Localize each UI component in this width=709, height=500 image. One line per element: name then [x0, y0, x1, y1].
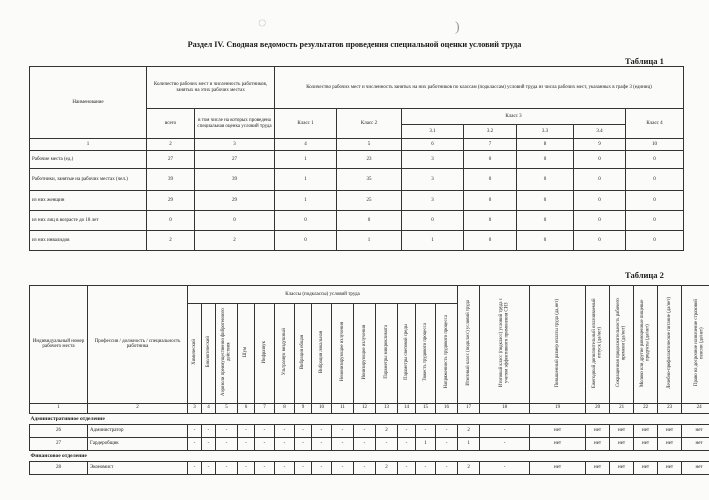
guarantee-cell: нет: [586, 424, 610, 437]
final-class: 2: [458, 424, 480, 437]
header-final-class: Итоговый класс (подкласс) условий труда: [465, 300, 471, 386]
cell: 25: [337, 191, 402, 211]
factor-cell: -: [398, 461, 416, 474]
col-number: 23: [658, 403, 682, 413]
cell: 0: [626, 191, 684, 211]
cell: 2: [195, 231, 275, 251]
factor-cell: -: [255, 437, 275, 450]
factor-cell: -: [398, 437, 416, 450]
factor-cell: -: [188, 437, 202, 450]
factor-header: Ультразвук воздушный: [281, 328, 287, 376]
col-number: 5: [337, 139, 402, 151]
col-number: 4: [202, 403, 216, 413]
cell: 0: [574, 191, 626, 211]
workplace-number: 26: [30, 424, 88, 437]
guarantee-cell: нет: [682, 424, 709, 437]
header-workplaces: Количество рабочих мест и численность работников, занятых на этих рабочих местах: [147, 67, 275, 109]
col-number: 4: [275, 139, 337, 151]
factor-cell: -: [188, 424, 202, 437]
factor-header: Биологический: [205, 336, 211, 368]
cell: 1: [337, 231, 402, 251]
header-class3: Класс 3: [402, 109, 626, 125]
table-row: [30, 437, 709, 450]
col-number: 17: [458, 403, 480, 413]
header-class1: Класс 1: [275, 109, 337, 139]
col-number: 8: [517, 139, 574, 151]
cell: 39: [195, 169, 275, 191]
factor-cell: -: [416, 424, 436, 437]
guarantee-cell: нет: [682, 461, 709, 474]
final-class: 2: [458, 461, 480, 474]
factor-cell: -: [202, 424, 216, 437]
row-name: Рабочие места (ед.): [30, 151, 147, 169]
col-number: 21: [610, 403, 634, 413]
workplace-number: 27: [30, 437, 88, 450]
header-milk: Молоко или другие равноценные пищевые продукты (да/нет): [640, 299, 651, 387]
cell: 0: [464, 231, 517, 251]
row-name: из них лиц в возрасте до 18 лет: [30, 211, 147, 231]
col-number: 2: [88, 403, 188, 413]
factor-header: Параметры микроклимата: [383, 325, 389, 379]
header-classes: Классы (подклассы) условий труда: [188, 286, 458, 304]
col-number: 9: [574, 139, 626, 151]
guarantee-cell: нет: [530, 461, 586, 474]
factor-cell: -: [332, 424, 354, 437]
cell: 1: [275, 151, 337, 169]
factor-header: Инфразвук: [261, 340, 267, 364]
cell: 1: [275, 191, 337, 211]
guarantee-cell: нет: [586, 461, 610, 474]
cell: 0: [147, 211, 195, 231]
table-row: [30, 424, 709, 437]
cell: 0: [517, 151, 574, 169]
cell: 0: [626, 231, 684, 251]
cell: 0: [337, 211, 402, 231]
header-leave: Ежегодный дополнительный оплачиваемый отпуск (да/нет): [592, 298, 603, 388]
factor-cell: -: [238, 461, 255, 474]
header-name: Наименование: [30, 67, 147, 139]
section-row: [30, 413, 709, 424]
factor-cell: 1: [416, 437, 436, 450]
col-number: 3: [188, 403, 202, 413]
cell: 0: [574, 211, 626, 231]
header-final-class-siz: Итоговый класс (подкласс) условий труда с учетом эффективного применения СИЗ: [499, 298, 510, 388]
header-food: Лечебно-профилактическое питание (да/нет): [666, 297, 672, 389]
guarantee-cell: нет: [610, 424, 634, 437]
cell: 0: [626, 211, 684, 231]
guarantee-cell: нет: [658, 437, 682, 450]
col-number: 24: [682, 403, 709, 413]
factor-cell: -: [216, 424, 238, 437]
factor-cell: -: [436, 461, 458, 474]
factor-cell: -: [312, 437, 332, 450]
cell: 39: [147, 169, 195, 191]
section-title: Финансовое отделение: [30, 450, 709, 461]
cell: 0: [517, 191, 574, 211]
factor-cell: -: [275, 424, 295, 437]
factor-cell: -: [188, 461, 202, 474]
factor-cell: -: [398, 424, 416, 437]
col-number: 15: [416, 403, 436, 413]
final-class-siz: -: [480, 424, 530, 437]
cell: 0: [574, 169, 626, 191]
factor-header: Аэрозоли преимущественно фиброгенного действия: [220, 308, 232, 396]
row-name: из них инвалидов: [30, 231, 147, 251]
workplace-number: 28: [30, 461, 88, 474]
factor-cell: -: [332, 461, 354, 474]
guarantee-cell: нет: [634, 461, 658, 474]
table-row: [30, 151, 684, 169]
row-name: Работники, занятые на рабочих местах (чел.): [30, 169, 147, 191]
cell: 0: [402, 211, 464, 231]
row-name: из них женщин: [30, 191, 147, 211]
section-title: Административное отделение: [30, 413, 709, 424]
guarantee-cell: нет: [634, 424, 658, 437]
col-number: 7: [464, 139, 517, 151]
cell: 0: [464, 151, 517, 169]
cell: 0: [626, 169, 684, 191]
cell: 27: [195, 151, 275, 169]
cell: 27: [147, 151, 195, 169]
factor-cell: -: [354, 437, 376, 450]
table1-label: Таблица 1: [625, 56, 664, 66]
col-number: 9: [295, 403, 312, 413]
col-number: 6: [402, 139, 464, 151]
cell: 0: [517, 169, 574, 191]
cell: 29: [195, 191, 275, 211]
header-3-3: 3.3: [517, 125, 574, 139]
cell: 3: [402, 169, 464, 191]
col-number: 11: [332, 403, 354, 413]
cell: 0: [574, 151, 626, 169]
profession: Гардеробщик: [88, 437, 188, 450]
table-row: [30, 169, 684, 191]
guarantee-cell: нет: [658, 461, 682, 474]
table-row: [30, 191, 684, 211]
table-row: [30, 231, 684, 251]
scan-artifact-icon: ): [455, 20, 460, 35]
col-number: 5: [216, 403, 238, 413]
header-class2: Класс 2: [337, 109, 402, 139]
header-3-2: 3.2: [464, 125, 517, 139]
factor-cell: -: [295, 424, 312, 437]
header-class4: Класс 4: [626, 109, 684, 139]
profession: Администратор: [88, 424, 188, 437]
cell: 1: [275, 169, 337, 191]
header-number: Индивидуальный номер рабочего места: [30, 286, 88, 404]
cell: 1: [402, 231, 464, 251]
cell: 23: [337, 151, 402, 169]
factor-cell: -: [255, 424, 275, 437]
cell: 0: [464, 211, 517, 231]
cell: 0: [574, 231, 626, 251]
header-profession: Профессия / должность / специальность работника: [88, 286, 188, 404]
guarantee-cell: нет: [634, 437, 658, 450]
cell: 0: [517, 231, 574, 251]
factor-cell: -: [332, 437, 354, 450]
factor-cell: -: [436, 424, 458, 437]
col-number: 14: [398, 403, 416, 413]
factor-cell: -: [238, 437, 255, 450]
factor-cell: -: [238, 424, 255, 437]
factor-header: Вибрация локальная: [318, 331, 324, 373]
col-number: 7: [255, 403, 275, 413]
col-number: 12: [354, 403, 376, 413]
factor-cell: -: [295, 461, 312, 474]
cell: 0: [275, 211, 337, 231]
col-number: 3: [195, 139, 275, 151]
cell: 0: [275, 231, 337, 251]
table2-label: Таблица 2: [625, 270, 664, 280]
guarantee-cell: нет: [586, 437, 610, 450]
final-class-siz: -: [480, 461, 530, 474]
col-number: 6: [238, 403, 255, 413]
cell: 35: [337, 169, 402, 191]
factor-cell: -: [275, 437, 295, 450]
header-assessed: в том числе на которых проведена специальная оценка условий труда: [195, 109, 275, 139]
factor-header: Параметры световой среды: [403, 324, 409, 380]
table-row: [30, 211, 684, 231]
header-3-1: 3.1: [402, 125, 464, 139]
col-number: 2: [147, 139, 195, 151]
factor-header: Ионизирующие излучения: [361, 324, 367, 380]
col-number: 22: [634, 403, 658, 413]
guarantee-cell: нет: [530, 437, 586, 450]
col-number: 1: [30, 403, 88, 413]
guarantee-cell: нет: [658, 424, 682, 437]
guarantee-cell: нет: [682, 437, 709, 450]
summary-table: [29, 66, 684, 251]
factor-cell: -: [312, 461, 332, 474]
factor-cell: -: [202, 461, 216, 474]
factor-cell: -: [202, 437, 216, 450]
factor-cell: -: [354, 461, 376, 474]
factor-cell: -: [416, 461, 436, 474]
col-number: 1: [30, 139, 147, 151]
col-number: 8: [275, 403, 295, 413]
header-total: всего: [147, 109, 195, 139]
section-row: [30, 450, 709, 461]
factor-cell: -: [216, 461, 238, 474]
header-3-4: 3.4: [574, 125, 626, 139]
factor-cell: 2: [376, 461, 398, 474]
factor-header: Химический: [191, 339, 197, 365]
guarantee-cell: нет: [530, 424, 586, 437]
cell: 3: [402, 151, 464, 169]
header-hours: Сокращенная продолжительность рабочего времени (да/нет): [616, 298, 627, 388]
factor-cell: -: [354, 424, 376, 437]
cell: 0: [195, 211, 275, 231]
cell: 0: [464, 169, 517, 191]
factor-cell: -: [376, 437, 398, 450]
factor-cell: -: [255, 461, 275, 474]
col-number: 20: [586, 403, 610, 413]
factor-cell: -: [216, 437, 238, 450]
scan-artifact-icon: ◌: [258, 16, 267, 31]
col-number: 16: [436, 403, 458, 413]
factor-cell: -: [295, 437, 312, 450]
factor-cell: -: [436, 437, 458, 450]
header-pension: Право на досрочное назначение страховой пенсии (да/нет): [693, 299, 705, 387]
col-number: 13: [376, 403, 398, 413]
cell: 0: [517, 211, 574, 231]
factor-header: Тяжесть трудового процесса: [422, 322, 428, 382]
cell: 0: [464, 191, 517, 211]
workplace-table: [29, 285, 709, 475]
final-class-siz: -: [480, 437, 530, 450]
cell: 3: [402, 191, 464, 211]
guarantee-cell: нет: [610, 437, 634, 450]
header-classes: Количество рабочих мест и численность занятых на них работников по классам (подклассам) условий труда из числа рабочих мест, указанных в графе 3 (единиц): [275, 67, 684, 109]
table-row: [30, 461, 709, 474]
factor-header: Неионизирующие излучения: [339, 322, 345, 382]
col-number: 19: [530, 403, 586, 413]
factor-cell: -: [312, 424, 332, 437]
final-class: 1: [458, 437, 480, 450]
factor-cell: -: [275, 461, 295, 474]
cell: 2: [147, 231, 195, 251]
guarantee-cell: нет: [610, 461, 634, 474]
cell: 29: [147, 191, 195, 211]
col-number: 10: [312, 403, 332, 413]
profession: Экономист: [88, 461, 188, 474]
factor-header: Шум: [243, 346, 249, 358]
col-number: 10: [626, 139, 684, 151]
section-title: Раздел IV. Сводная ведомость результатов проведения специальной оценки условий труда: [187, 40, 522, 49]
factor-header: Вибрация общая: [300, 334, 306, 370]
header-pay: Повышенный размер оплаты труда (да,нет): [554, 298, 560, 388]
factor-header: Напряженность трудового процесса: [443, 315, 449, 389]
col-number: 18: [480, 403, 530, 413]
factor-cell: 2: [376, 424, 398, 437]
cell: 0: [626, 151, 684, 169]
